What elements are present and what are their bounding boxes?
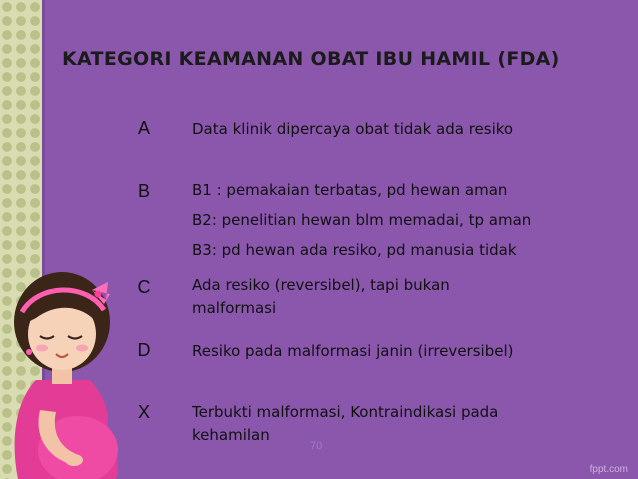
category-description-c <box>192 274 612 320</box>
category-letter-d: D <box>137 340 151 360</box>
category-letter-a: A <box>137 118 150 138</box>
slide-title: KATEGORI KEAMANAN OBAT IBU HAMIL (FDA) <box>62 48 560 70</box>
description-line: B2: penelitian hewan blm memadai, tp aman <box>192 211 532 229</box>
category-description-x <box>192 401 612 447</box>
category-letter-c: C <box>137 277 151 297</box>
description-line: Terbukti malformasi, Kontraindikasi pada <box>192 403 499 421</box>
description-line: B1 : pemakaian terbatas, pd hewan aman <box>192 181 508 199</box>
page-number: 70 <box>310 440 323 452</box>
category-description-b <box>192 175 612 265</box>
category-letter-b: B <box>137 181 150 201</box>
category-description-d <box>192 340 612 363</box>
category-letter-x: X <box>137 402 150 422</box>
description-line: malformasi <box>192 299 277 317</box>
watermark: fppt.com <box>589 464 628 475</box>
pregnant-woman-icon <box>0 260 140 479</box>
description-line: kehamilan <box>192 426 270 444</box>
description-line: B3: pd hewan ada resiko, pd manusia tidak <box>192 241 517 259</box>
description-line: Resiko pada malformasi janin (irreversibel) <box>192 342 514 360</box>
description-line: Data klinik dipercaya obat tidak ada resiko <box>192 120 514 138</box>
description-line: Ada resiko (reversibel), tapi bukan <box>192 276 450 294</box>
category-description-a <box>192 118 612 141</box>
